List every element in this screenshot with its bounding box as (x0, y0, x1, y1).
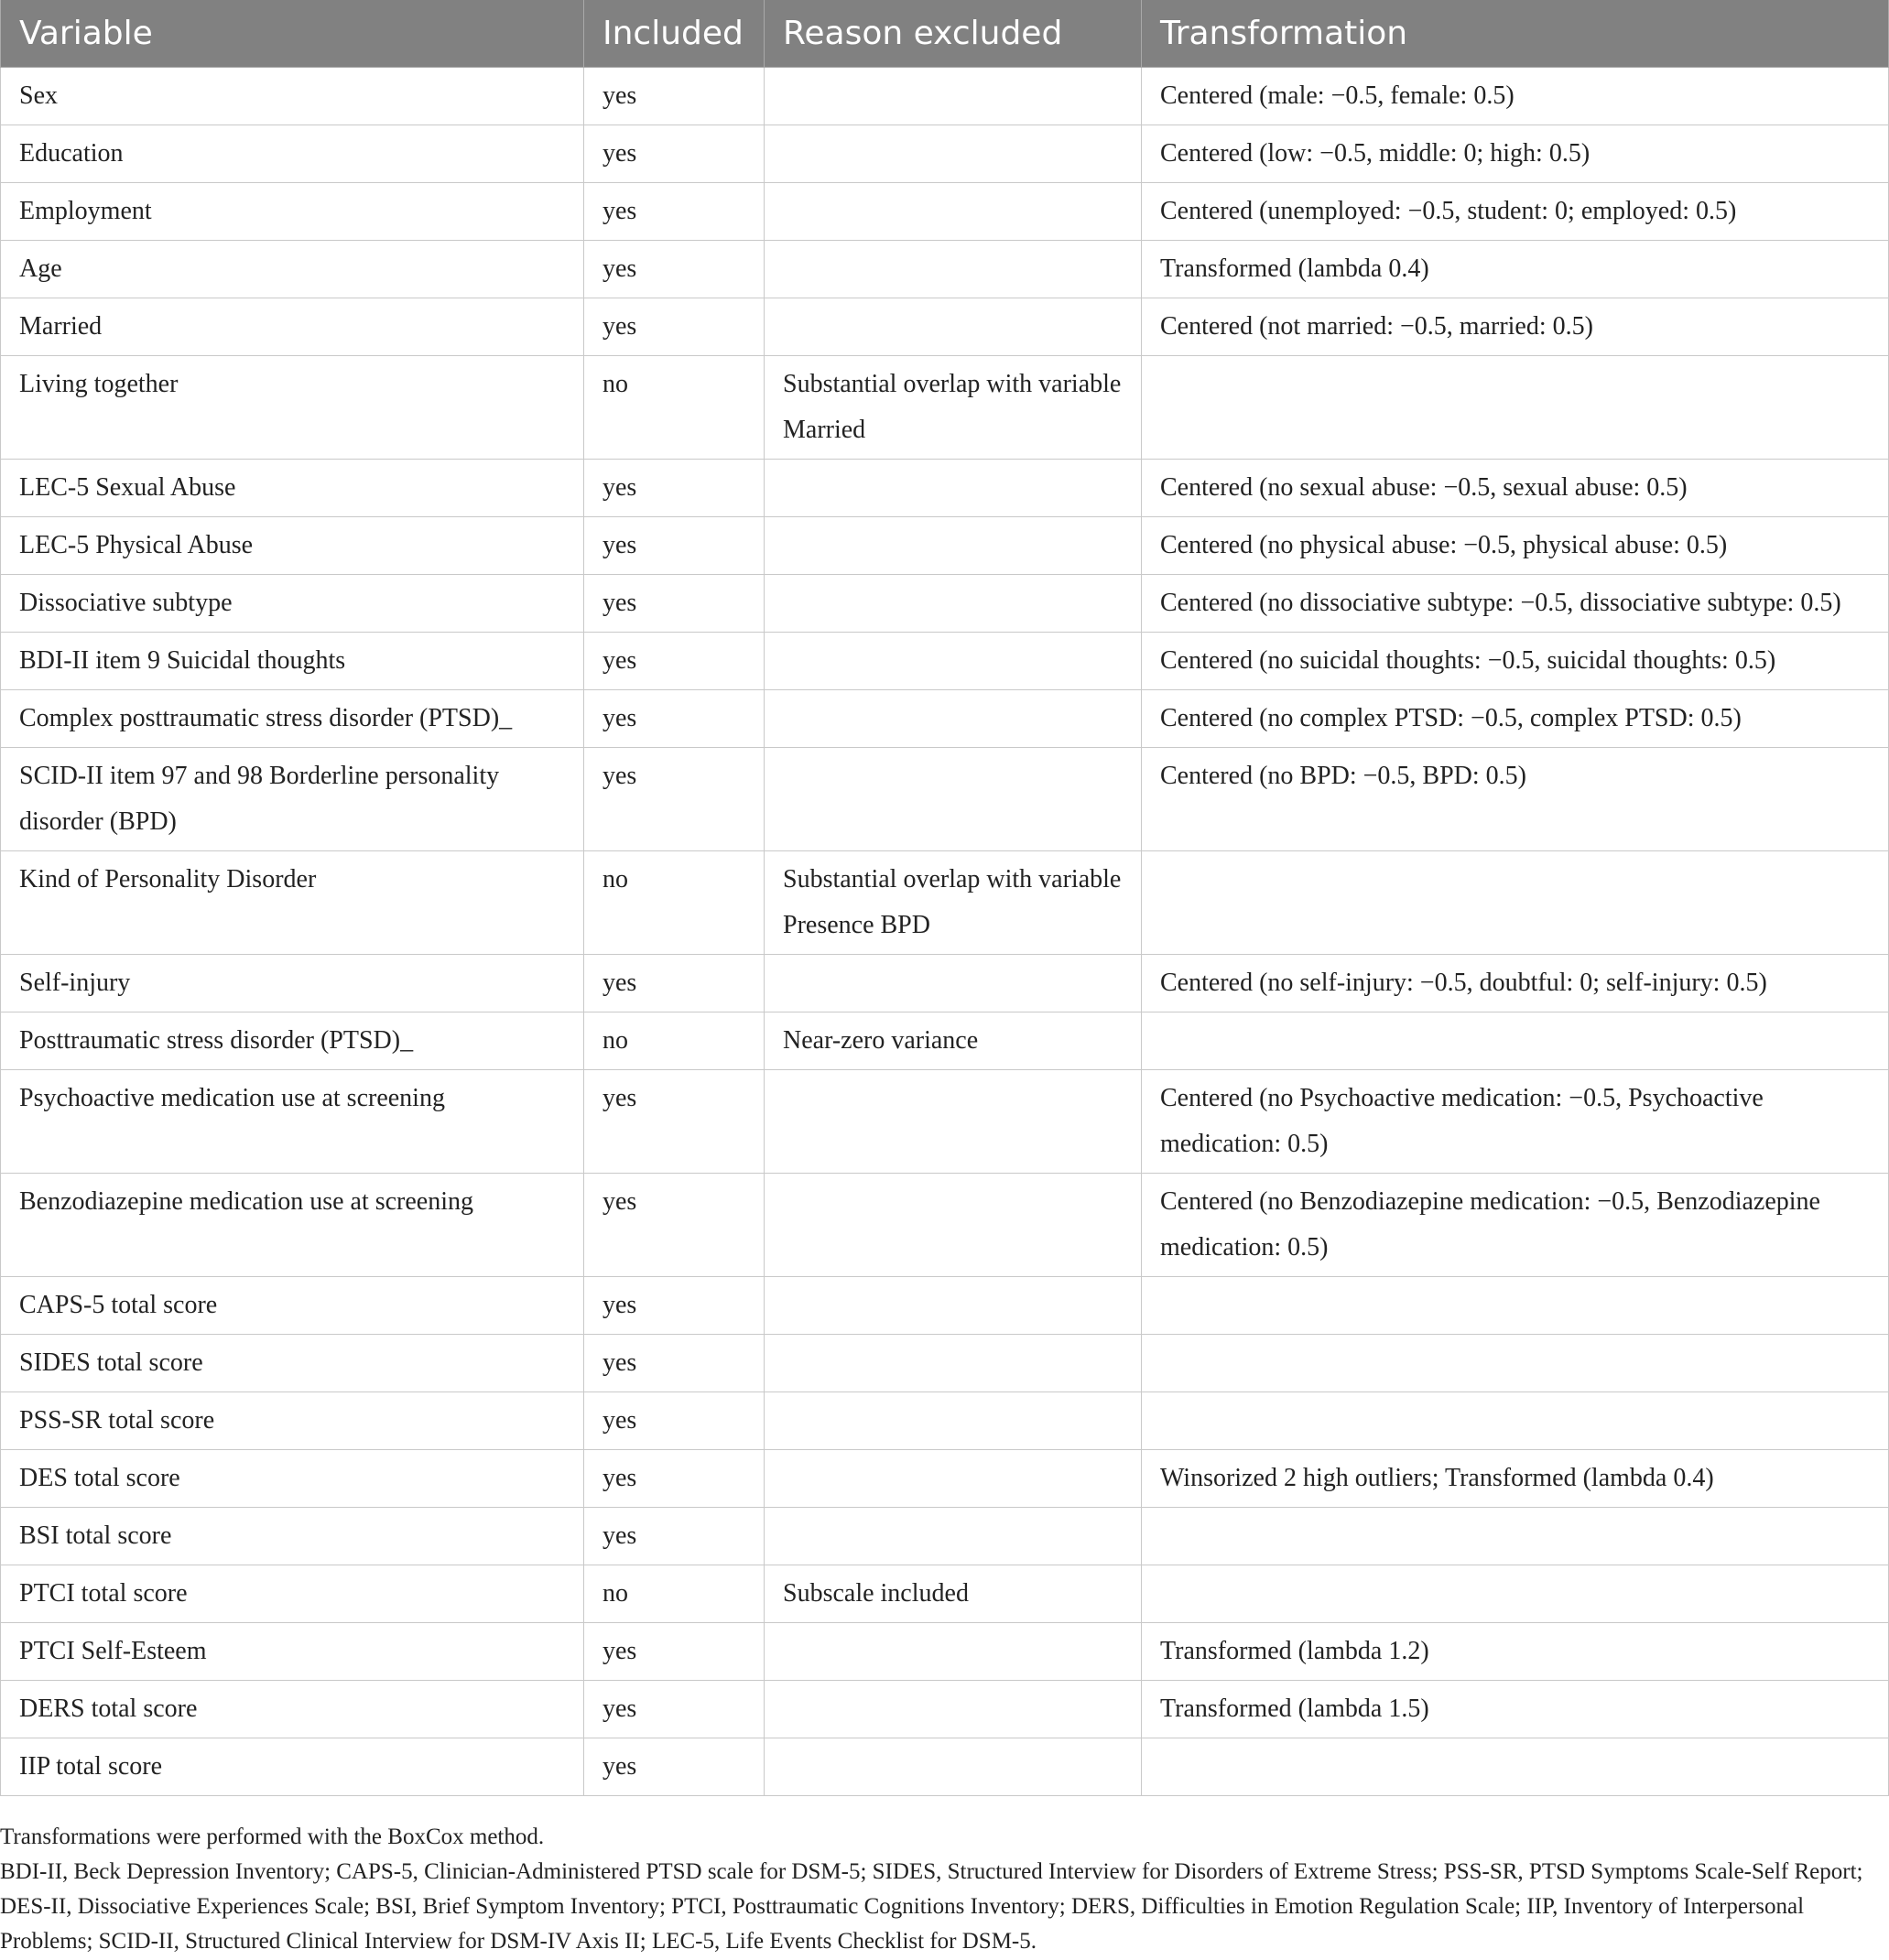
table-row (1, 1623, 1889, 1681)
cell-reason-excluded (765, 1070, 1142, 1174)
cell-variable: LEC-5 Physical Abuse (1, 517, 584, 575)
cell-transformation (1142, 1565, 1889, 1623)
cell-transformation: Winsorized 2 high outliers; Transformed (lambda 0.4) (1142, 1450, 1889, 1508)
cell-transformation: Centered (no complex PTSD: −0.5, complex PTSD: 0.5) (1142, 690, 1889, 748)
cell-included: yes (584, 1174, 765, 1277)
cell-transformation: Centered (not married: −0.5, married: 0.5) (1142, 298, 1889, 356)
table-row (1, 298, 1889, 356)
table-row (1, 1681, 1889, 1738)
cell-reason-excluded (765, 241, 1142, 298)
cell-included: yes (584, 1335, 765, 1392)
cell-included: yes (584, 517, 765, 575)
cell-included: yes (584, 68, 765, 125)
cell-reason-excluded (765, 1681, 1142, 1738)
cell-included: no (584, 1565, 765, 1623)
cell-reason-excluded (765, 298, 1142, 356)
cell-reason-excluded (765, 955, 1142, 1012)
cell-transformation (1142, 1277, 1889, 1335)
cell-transformation (1142, 1392, 1889, 1450)
table-row (1, 1070, 1889, 1174)
cell-variable: Married (1, 298, 584, 356)
cell-variable: Complex posttraumatic stress disorder (PTSD)_ (1, 690, 584, 748)
cell-transformation: Transformed (lambda 1.2) (1142, 1623, 1889, 1681)
cell-included: yes (584, 1681, 765, 1738)
cell-reason-excluded (765, 1277, 1142, 1335)
cell-variable: DERS total score (1, 1681, 584, 1738)
cell-reason-excluded (765, 183, 1142, 241)
table-header (1, 0, 1889, 68)
cell-transformation: Centered (no physical abuse: −0.5, physical abuse: 0.5) (1142, 517, 1889, 575)
table-row (1, 748, 1889, 851)
cell-reason-excluded (765, 690, 1142, 748)
cell-reason-excluded (765, 1623, 1142, 1681)
footnote-abbreviations: BDI-II, Beck Depression Inventory; CAPS-5, Clinician-Administered PTSD scale for DSM-5; SIDES, Structured Interview for Disorders of Extreme Stress; PSS-SR, PTSD Symptoms Scale-Self Report; DES-II, Dissociative Experiences Scale; BSI, Brief Symptom Inventory; PTCI, Posttraumatic Cognitions Inventory; DERS, Difficulties in Emotion Regulation Scale; IIP, Inventory of Interpersonal Problems; SCID-II, Structured Clinical Interview for DSM-IV Axis II; LEC-5, Life Events Checklist for DSM-5. (0, 1859, 1863, 1954)
header-transformation: Transformation (1142, 0, 1889, 68)
cell-included: yes (584, 1450, 765, 1508)
table-row (1, 460, 1889, 517)
cell-transformation: Centered (no dissociative subtype: −0.5, dissociative subtype: 0.5) (1142, 575, 1889, 633)
table-row (1, 1738, 1889, 1796)
cell-transformation (1142, 1738, 1889, 1796)
cell-variable: BDI-II item 9 Suicidal thoughts (1, 633, 584, 690)
cell-reason-excluded (765, 1508, 1142, 1565)
cell-transformation (1142, 356, 1889, 460)
cell-variable: Psychoactive medication use at screening (1, 1070, 584, 1174)
table-row (1, 1277, 1889, 1335)
cell-included: no (584, 1012, 765, 1070)
table-row (1, 356, 1889, 460)
footnote-method: Transformations were performed with the BoxCox method. (0, 1825, 545, 1849)
cell-reason-excluded (765, 748, 1142, 851)
cell-included: yes (584, 1623, 765, 1681)
cell-reason-excluded (765, 633, 1142, 690)
cell-included: yes (584, 955, 765, 1012)
cell-variable: Age (1, 241, 584, 298)
cell-variable: PTCI total score (1, 1565, 584, 1623)
cell-transformation (1142, 1012, 1889, 1070)
cell-included: yes (584, 125, 765, 183)
cell-variable: Dissociative subtype (1, 575, 584, 633)
cell-transformation (1142, 851, 1889, 955)
cell-transformation: Transformed (lambda 0.4) (1142, 241, 1889, 298)
cell-included: yes (584, 1392, 765, 1450)
cell-transformation: Transformed (lambda 1.5) (1142, 1681, 1889, 1738)
cell-variable: Education (1, 125, 584, 183)
table-row (1, 633, 1889, 690)
cell-reason-excluded: Substantial overlap with variable Presence BPD (765, 851, 1142, 955)
table-row (1, 1335, 1889, 1392)
cell-transformation (1142, 1508, 1889, 1565)
cell-included: yes (584, 575, 765, 633)
cell-transformation: Centered (no self-injury: −0.5, doubtful: 0; self-injury: 0.5) (1142, 955, 1889, 1012)
cell-transformation: Centered (no suicidal thoughts: −0.5, suicidal thoughts: 0.5) (1142, 633, 1889, 690)
table-row (1, 1450, 1889, 1508)
cell-transformation: Centered (no sexual abuse: −0.5, sexual abuse: 0.5) (1142, 460, 1889, 517)
cell-included: no (584, 356, 765, 460)
cell-variable: Benzodiazepine medication use at screening (1, 1174, 584, 1277)
cell-reason-excluded: Near-zero variance (765, 1012, 1142, 1070)
header-included: Included (584, 0, 765, 68)
table-row (1, 690, 1889, 748)
cell-included: yes (584, 298, 765, 356)
cell-variable: Employment (1, 183, 584, 241)
cell-transformation: Centered (low: −0.5, middle: 0; high: 0.5) (1142, 125, 1889, 183)
header-reason-excluded: Reason excluded (765, 0, 1142, 68)
header-row (1, 0, 1889, 68)
table-row (1, 1174, 1889, 1277)
table-row (1, 575, 1889, 633)
table-row (1, 1508, 1889, 1565)
cell-reason-excluded (765, 68, 1142, 125)
cell-reason-excluded (765, 1174, 1142, 1277)
cell-variable: Posttraumatic stress disorder (PTSD)_ (1, 1012, 584, 1070)
cell-variable: Self-injury (1, 955, 584, 1012)
cell-variable: LEC-5 Sexual Abuse (1, 460, 584, 517)
cell-included: yes (584, 241, 765, 298)
table-row (1, 241, 1889, 298)
table-row (1, 1565, 1889, 1623)
cell-reason-excluded (765, 575, 1142, 633)
cell-reason-excluded (765, 1392, 1142, 1450)
cell-transformation: Centered (no Psychoactive medication: −0.5, Psychoactive medication: 0.5) (1142, 1070, 1889, 1174)
cell-variable: Kind of Personality Disorder (1, 851, 584, 955)
cell-reason-excluded (765, 517, 1142, 575)
cell-included: yes (584, 1738, 765, 1796)
cell-reason-excluded (765, 125, 1142, 183)
cell-variable: Living together (1, 356, 584, 460)
table-row (1, 955, 1889, 1012)
cell-variable: SCID-II item 97 and 98 Borderline personality disorder (BPD) (1, 748, 584, 851)
cell-variable: Sex (1, 68, 584, 125)
cell-included: no (584, 851, 765, 955)
cell-reason-excluded: Substantial overlap with variable Married (765, 356, 1142, 460)
cell-reason-excluded (765, 1738, 1142, 1796)
cell-transformation: Centered (unemployed: −0.5, student: 0; employed: 0.5) (1142, 183, 1889, 241)
cell-included: yes (584, 460, 765, 517)
cell-transformation: Centered (no Benzodiazepine medication: −0.5, Benzodiazepine medication: 0.5) (1142, 1174, 1889, 1277)
table-row (1, 517, 1889, 575)
table-row (1, 68, 1889, 125)
cell-variable: DES total score (1, 1450, 584, 1508)
cell-included: yes (584, 748, 765, 851)
cell-reason-excluded (765, 1450, 1142, 1508)
cell-variable: IIP total score (1, 1738, 584, 1796)
table-row (1, 125, 1889, 183)
table-row (1, 1392, 1889, 1450)
table-row (1, 1012, 1889, 1070)
cell-included: yes (584, 1508, 765, 1565)
cell-included: yes (584, 183, 765, 241)
cell-variable: PSS-SR total score (1, 1392, 584, 1450)
cell-variable: CAPS-5 total score (1, 1277, 584, 1335)
cell-included: yes (584, 1070, 765, 1174)
cell-transformation: Centered (no BPD: −0.5, BPD: 0.5) (1142, 748, 1889, 851)
cell-variable: BSI total score (1, 1508, 584, 1565)
header-variable: Variable (1, 0, 584, 68)
table-row (1, 183, 1889, 241)
cell-included: yes (584, 1277, 765, 1335)
cell-included: yes (584, 690, 765, 748)
table-row (1, 851, 1889, 955)
cell-reason-excluded (765, 1335, 1142, 1392)
cell-variable: SIDES total score (1, 1335, 584, 1392)
table-body (1, 68, 1889, 1796)
table-footnotes (0, 1820, 1888, 1959)
cell-transformation (1142, 1335, 1889, 1392)
cell-reason-excluded (765, 460, 1142, 517)
cell-included: yes (584, 633, 765, 690)
cell-variable: PTCI Self-Esteem (1, 1623, 584, 1681)
cell-transformation: Centered (male: −0.5, female: 0.5) (1142, 68, 1889, 125)
cell-reason-excluded: Subscale included (765, 1565, 1142, 1623)
